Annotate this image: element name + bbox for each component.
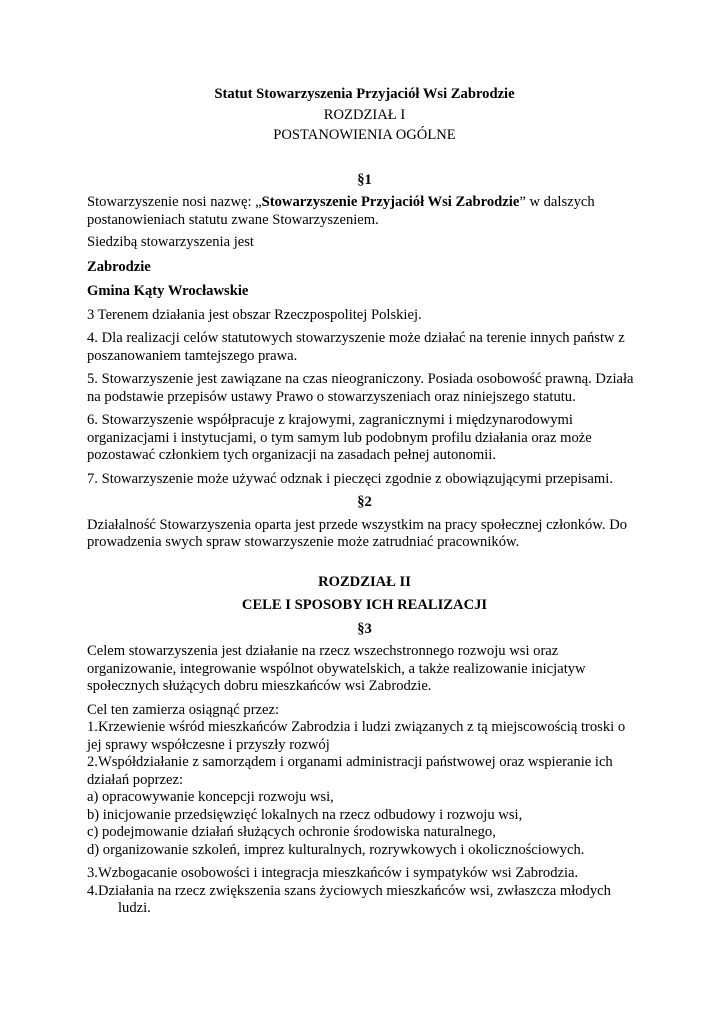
goal-2d: d) organizowanie szkoleń, imprez kulturalnych, rozrywkowych i okolicznościowych. (87, 841, 585, 858)
chapter-2-name: CELE I SPOSOBY ICH REALIZACJI (241, 597, 488, 613)
item-5: 5. Stowarzyszenie jest zawiązane na czas nieograniczony. Posiada osobowość prawną. Działa na podstawie przepisów ustawy Prawo o stowarzyszeniach oraz niniejszego statutu. (87, 371, 634, 405)
chapter-2-heading: ROZDZIAŁ II (318, 573, 411, 590)
paragraph-1-mark: §1 (357, 171, 372, 188)
chapter-1-heading: ROZDZIAŁ I (323, 106, 406, 123)
goal-4: 4.Działania na rzecz zwiększenia szans życiowych mieszkańców wsi, zwłaszcza młodych (87, 882, 611, 899)
goal-intro: Cel ten zamierza osiągnąć przez: (87, 701, 280, 718)
item-7: 7. Stowarzyszenie może używać odznak i pieczęci zgodnie z obowiązującymi przepisami. (87, 470, 613, 487)
chapter-1-name: POSTANOWIENIA OGÓLNE (273, 127, 456, 143)
seat-label: Siedzibą stowarzyszenia jest (87, 234, 254, 250)
paragraph-3-text: Celem stowarzyszenia jest działanie na rzecz wszechstronnego rozwoju wsi oraz organizowanie, integrowanie wspólnot obywatelskich, a także realizowanie inicjatyw społecznych służących dobru mieszkańców wsi Zabrodzie. (87, 643, 586, 694)
goal-2c: c) podejmowanie działań służących ochronie środowiska naturalnego, (87, 824, 496, 840)
seat-gmina: Gmina Kąty Wrocławskie (87, 283, 249, 299)
item-4: 4. Dla realizacji celów statutowych stowarzyszenie może działać na terenie innych państw z poszanowaniem tamtejszego prawa. (87, 330, 625, 364)
document-title: Statut Stowarzyszenia Przyjaciół Wsi Zabrodzie (214, 86, 515, 102)
goal-2b: b) inicjowanie przedsięwzięć lokalnych na rzecz odbudowy i rozwoju wsi, (87, 806, 523, 823)
item-3: 3 Terenem działania jest obszar Rzeczpospolitej Polskiej. (87, 306, 422, 323)
goal-4-continuation: ludzi. (118, 900, 151, 916)
association-name: Stowarzyszenie Przyjaciół Wsi Zabrodzie (261, 194, 520, 210)
document-body (87, 86, 642, 918)
paragraph-2-mark: §2 (357, 494, 372, 510)
p1-prefix: Stowarzyszenie nosi nazwę: „ (87, 194, 262, 210)
goal-2: 2.Współdziałanie z samorządem i organami administracji państwowej oraz wspieranie ich działań poprzez: (87, 754, 613, 788)
seat-town: Zabrodzie (87, 258, 151, 275)
goal-1: 1.Krzewienie wśród mieszkańców Zabrodzia i ludzi związanych z tą miejscowością troski o jej sprawy współczesne i przyszły rozwój (87, 719, 626, 753)
p1-suffix: ” w dalszych postanowieniach statutu zwane Stowarzyszeniem. (87, 194, 595, 228)
paragraph-3-mark: §3 (357, 620, 372, 637)
goal-3: 3.Wzbogacanie osobowości i integracja mieszkańców i sympatyków wsi Zabrodzia. (87, 865, 579, 881)
paragraph-1-text (87, 194, 642, 229)
paragraph-2-text: Działalność Stowarzyszenia oparta jest przede wszystkim na pracy społecznej członków. Do prowadzenia swych spraw stowarzyszenie może zatrudniać pracowników. (87, 516, 628, 550)
goal-2a: a) opracowywanie koncepcji rozwoju wsi, (87, 789, 334, 805)
item-6: 6. Stowarzyszenie współpracuje z krajowymi, zagranicznymi i międzynarodowymi organizacjami i instytucjami, o tym samym lub podobnym profilu działania oraz może pozostawać członkiem tych organizacji na zasadach pełnej autonomii. (87, 412, 592, 463)
